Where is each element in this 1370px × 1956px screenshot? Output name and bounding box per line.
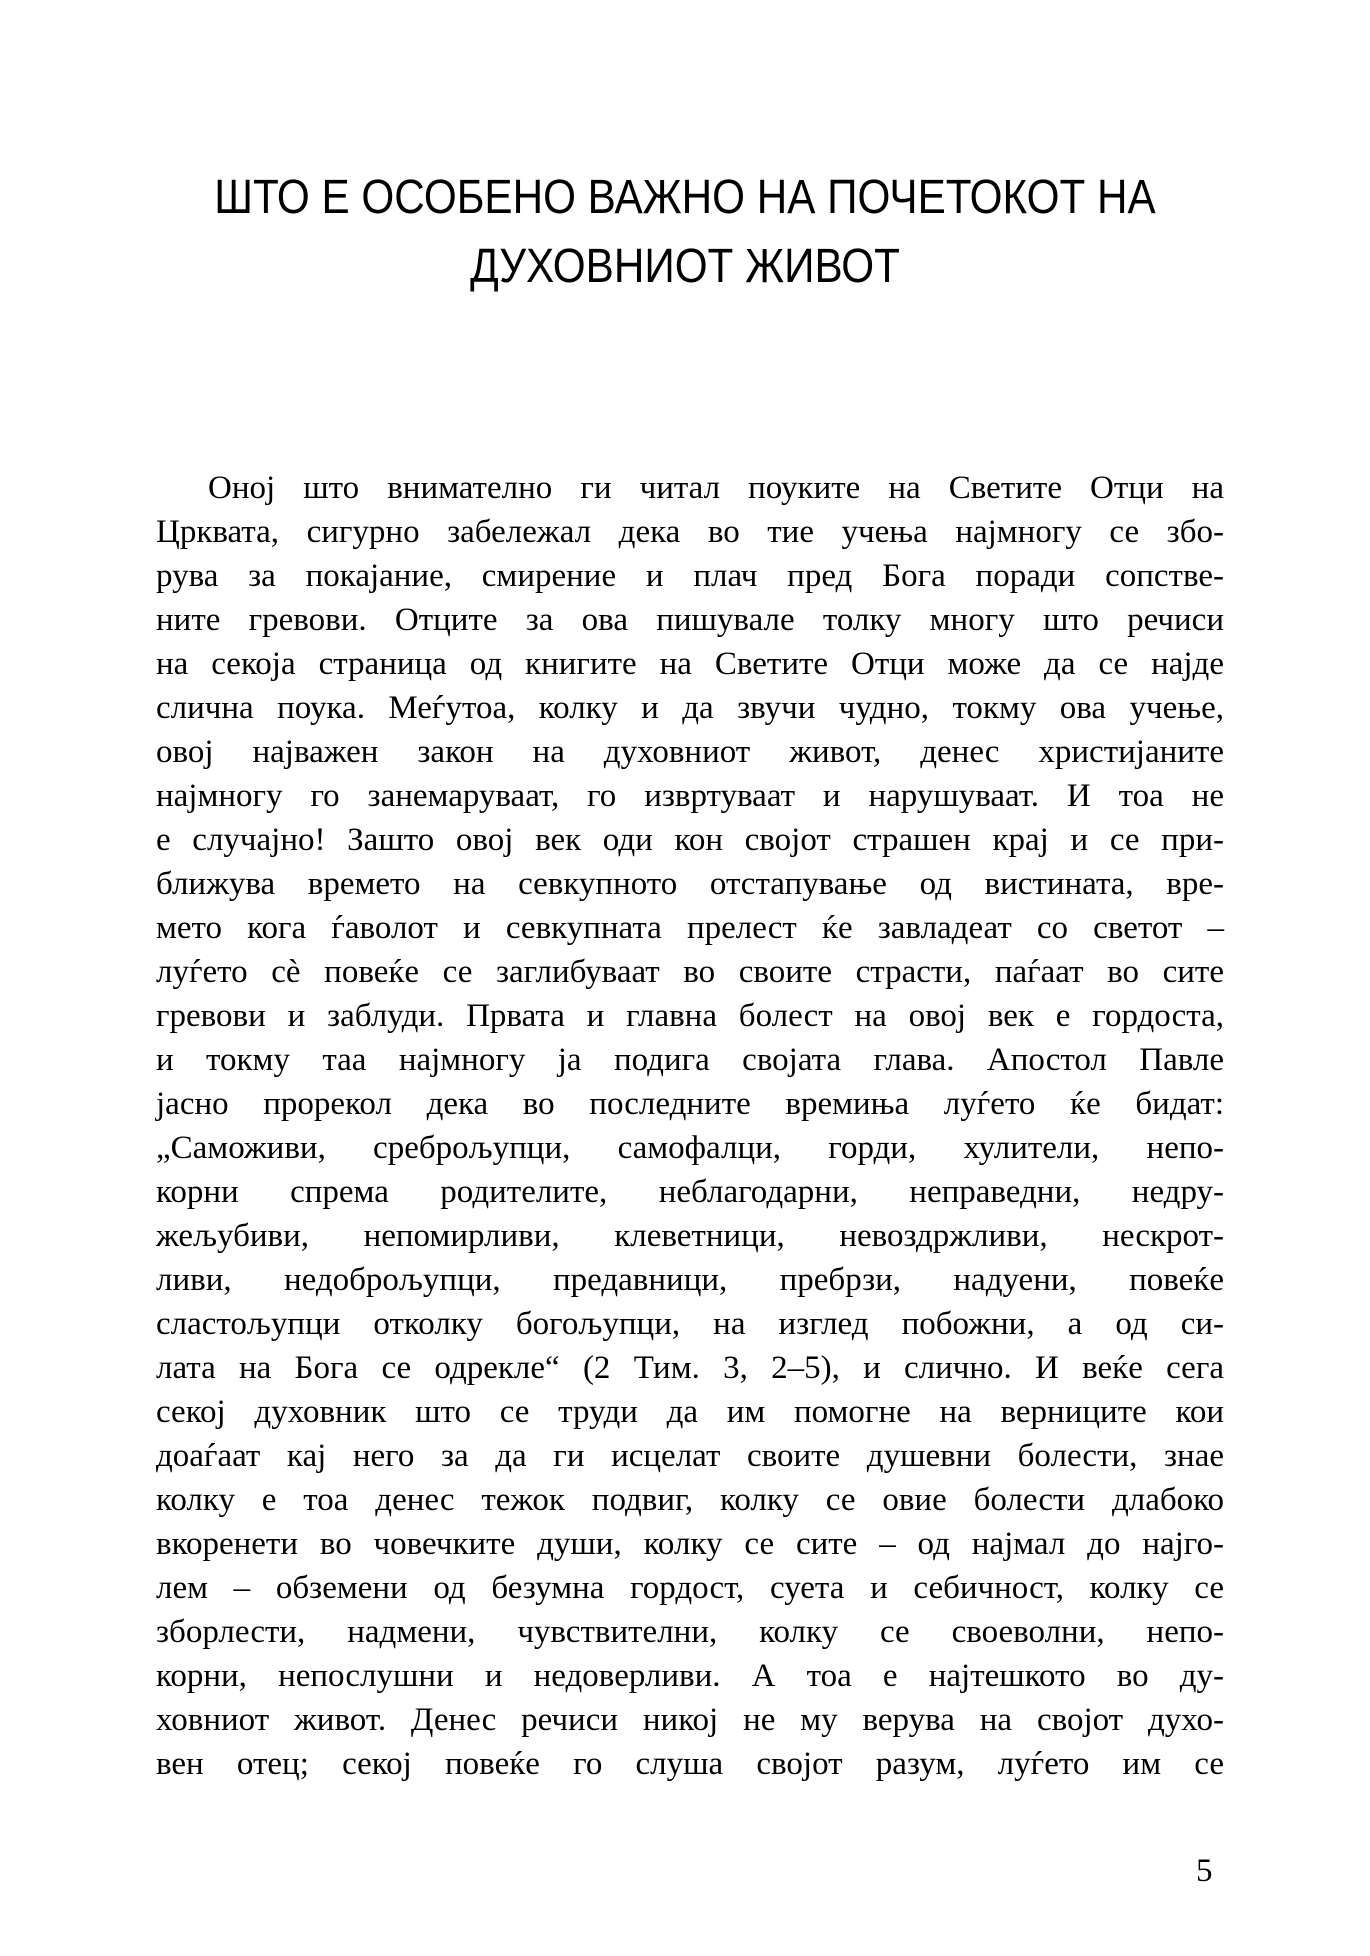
body-line: колку е тоа денес тежок подвиг, колку се овие болести длабоко [156,1482,1224,1518]
body-line: мето кога ѓаволот и севкупната прелест ќе завладеат со светот – [156,910,1224,946]
body-line: „Саможиви, среброљупци, самофалци, горди, хулители, непо- [156,1130,1224,1166]
body-line: лем – обземени од безумна гордост, суета и себичност, колку се [156,1570,1224,1606]
body-line: ните гревови. Отците за ова пишувале толку многу што речиси [156,602,1224,638]
chapter-title-line-2: ДУХОВНИОТ ЖИВОТ [470,240,900,293]
chapter-title [82,163,1288,301]
body-line: доаѓаат кај него за да ги исцелат своите душевни болести, знае [156,1438,1224,1474]
body-line: корни, непослушни и недоверливи. А тоа е најтешкото во ду- [156,1658,1224,1694]
body-line: гревови и заблуди. Првата и главна болест на овој век е гордоста, [156,998,1224,1034]
body-line: рува за покајание, смирение и плач пред Бога поради сопстве- [156,558,1224,594]
body-line: луѓето сѐ повеќе се заглибуваат во своите страсти, паѓаат во сите [156,954,1224,990]
chapter-title-line-1: ШТО Е ОСОБЕНО ВАЖНО НА ПОЧЕТОКОТ НА [214,171,1156,224]
body-line: овој најважен закон на духовниот живот, денес христијаните [156,734,1224,770]
body-line: ховниот живот. Денес речиси никој не му верува на својот духо- [156,1702,1224,1738]
body-line: и токму таа најмногу ја подига својата глава. Апостол Павле [156,1042,1224,1078]
body-line: Оној што внимателно ги читал поуките на Светите Отци на [208,470,1224,506]
body-line: жељубиви, непомирливи, клеветници, невоздржливи, нескрот- [156,1218,1224,1254]
paragraph-body [156,466,1224,1786]
body-line: зборлести, надмени, чувствителни, колку се своеволни, непо- [156,1614,1224,1650]
body-line: секој духовник што се труди да им помогне на верниците кои [156,1394,1224,1430]
body-line: ливи, недоброљупци, предавници, пребрзи, надуени, повеќе [156,1262,1224,1298]
body-line: корни спрема родителите, неблагодарни, неправедни, недру- [156,1174,1224,1210]
body-line: на секоја страница од книгите на Светите Отци може да се најде [156,646,1224,682]
body-line: е случајно! Зашто овој век оди кон својот страшен крај и се при- [156,822,1224,858]
body-line: лата на Бога се одрекле“ (2 Тим. 3, 2–5), и слично. И веќе сега [156,1350,1224,1386]
body-line: ближува времето на севкупното отстапување од вистината, вре- [156,866,1224,902]
body-line: Црквата, сигурно забележал дека во тие учења најмногу се збо- [156,514,1224,550]
body-line: вен отец; секој повеќе го слуша својот разум, луѓето им се [156,1746,1224,1782]
body-line: јасно прорекол дека во последните времиња луѓето ќе бидат: [156,1086,1224,1122]
body-line: вкоренети во човечките души, колку се сите – од најмал до најго- [156,1526,1224,1562]
body-line: слична поука. Меѓутоа, колку и да звучи чудно, токму ова учење, [156,690,1224,726]
body-line: сластољупци отколку богољупци, на изглед побожни, а од си- [156,1306,1224,1342]
body-line: најмногу го занемаруваат, го извртуваат и нарушуваат. И тоа не [156,778,1224,814]
page-number: 5 [1196,1853,1213,1889]
